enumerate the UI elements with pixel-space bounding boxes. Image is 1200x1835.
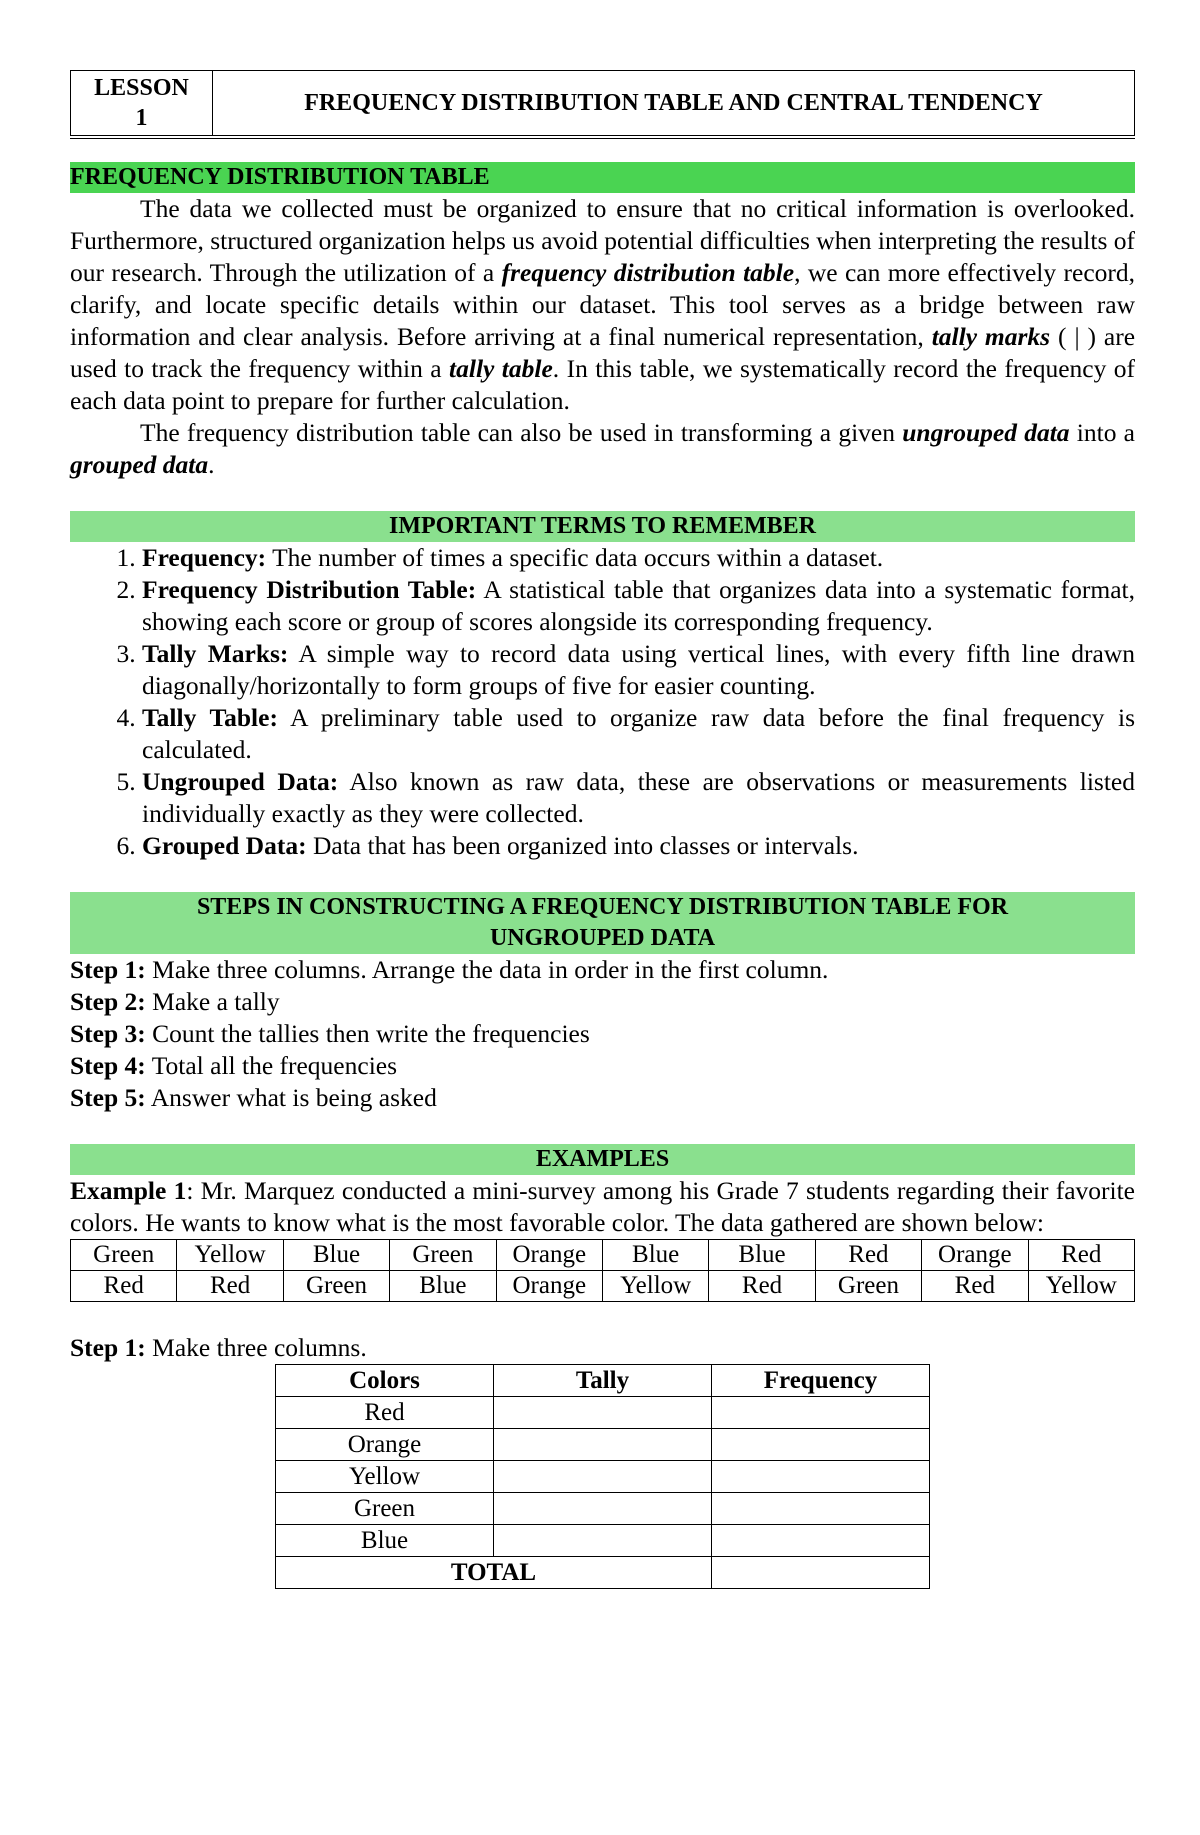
step-line (70, 1082, 1135, 1114)
transform-text-a: The frequency distribution table can also be used in transforming a given (140, 418, 903, 447)
raw-data-cell: Blue (390, 1271, 496, 1302)
intro-term-tally-table: tally table (449, 354, 553, 383)
intro-text-g: . In this table, we systematically record the frequency of each data point to prepare for further calculation. (70, 354, 1135, 415)
transform-text-c: into a (1069, 418, 1135, 447)
section-heading-terms: IMPORTANT TERMS TO REMEMBER (70, 511, 1135, 542)
lesson-number-cell (71, 71, 213, 135)
worksheet-page (70, 70, 1135, 1589)
step-text: Make three columns. Arrange the data in order in the first column. (145, 955, 829, 984)
color-cell: Yellow (276, 1461, 494, 1493)
frequency-cell (712, 1461, 930, 1493)
tally-cell (494, 1493, 712, 1525)
intro-text-c: , we can more effectively record, clarify, and locate specific details within our dataset. This tool serves as a bridge between raw information and clear analysis. Before arriving at a final numerical representation, (70, 258, 1135, 351)
term-label: Tally Table: (142, 703, 278, 732)
table-row (276, 1429, 930, 1461)
term-definition: The number of times a specific data occurs within a dataset. (266, 543, 884, 572)
tally-cell (494, 1429, 712, 1461)
raw-data-cell: Orange (496, 1271, 602, 1302)
tally-body (276, 1397, 930, 1557)
list-item (142, 574, 1135, 638)
raw-data-cell: Yellow (1028, 1271, 1134, 1302)
step-line (70, 954, 1135, 986)
intro-term-fdt: frequency distribution table (501, 258, 795, 287)
term-label: Ungrouped Data: (142, 767, 339, 796)
raw-data-cell: Green (815, 1271, 921, 1302)
table-row (71, 1271, 1135, 1302)
tally-table (275, 1364, 930, 1589)
transform-term-grouped: grouped data (70, 450, 209, 479)
step-text: Make a tally (145, 987, 280, 1016)
raw-data-cell: Green (71, 1240, 177, 1271)
term-definition: A simple way to record data using vertical lines, with every fifth line drawn diagonally/horizontally to form groups of five for easier counting. (142, 639, 1135, 700)
table-row (276, 1493, 930, 1525)
raw-data-cell: Blue (283, 1240, 389, 1271)
term-definition: A statistical table that organizes data into a systematic format, showing each score or group of scores alongside its corresponding frequency. (142, 575, 1135, 636)
intro-text-e: ( | ) are used to track the frequency within a (70, 322, 1136, 383)
section-heading-steps (70, 892, 1135, 954)
section-heading-examples: EXAMPLES (70, 1144, 1135, 1175)
steps-heading-line-2: UNGROUPED DATA (489, 925, 716, 951)
example-step-1 (70, 1332, 1135, 1364)
raw-data-body (71, 1240, 1135, 1302)
list-item (142, 702, 1135, 766)
terms-list (70, 542, 1135, 862)
raw-data-cell: Yellow (177, 1240, 283, 1271)
table-row (276, 1461, 930, 1493)
raw-data-cell: Orange (496, 1240, 602, 1271)
example-1-text: : Mr. Marquez conducted a mini-survey among his Grade 7 students regarding their favorite colors. He wants to know what is the most favorable color. The data gathered are shown below: (70, 1176, 1136, 1237)
intro-term-tally-marks: tally marks (931, 322, 1051, 351)
raw-data-cell: Red (177, 1271, 283, 1302)
step-label: Step 1: (70, 955, 146, 984)
step-text: Total all the frequencies (145, 1051, 398, 1080)
term-label: Grouped Data: (142, 831, 307, 860)
table-row (276, 1525, 930, 1557)
frequency-cell (712, 1429, 930, 1461)
steps-heading-line-1: STEPS IN CONSTRUCTING A FREQUENCY DISTRIBUTION TABLE FOR (196, 894, 1009, 920)
lesson-label: LESSON (94, 75, 189, 101)
color-cell: Blue (276, 1525, 494, 1557)
lesson-header (70, 70, 1135, 136)
step-label: Step 3: (70, 1019, 146, 1048)
transform-text-e: . (208, 450, 215, 479)
raw-data-cell: Yellow (602, 1271, 708, 1302)
term-label: Frequency Distribution Table: (142, 575, 477, 604)
tally-header-row (276, 1365, 930, 1397)
term-definition: Also known as raw data, these are observations or measurements listed individually exactly as they were collected. (142, 767, 1135, 828)
raw-data-cell: Red (922, 1271, 1028, 1302)
term-label: Frequency: (142, 543, 267, 572)
raw-data-cell: Green (283, 1271, 389, 1302)
list-item (142, 830, 1135, 862)
term-definition: Data that has been organized into classes or intervals. (306, 831, 859, 860)
total-frequency-cell (712, 1557, 930, 1589)
step-line (70, 986, 1135, 1018)
raw-data-cell: Blue (602, 1240, 708, 1271)
column-header-tally: Tally (494, 1365, 712, 1397)
column-header-colors: Colors (276, 1365, 494, 1397)
raw-data-cell: Red (709, 1271, 815, 1302)
table-row (276, 1397, 930, 1429)
raw-data-cell: Green (390, 1240, 496, 1271)
raw-data-cell: Blue (709, 1240, 815, 1271)
step-label: Step 5: (70, 1083, 146, 1112)
raw-data-cell: Red (71, 1271, 177, 1302)
example-1-label: Example 1 (70, 1176, 187, 1205)
frequency-cell (712, 1493, 930, 1525)
tally-cell (494, 1525, 712, 1557)
step-text: Answer what is being asked (145, 1083, 437, 1112)
step-label: Step 1: (70, 1333, 146, 1362)
transform-paragraph (70, 417, 1135, 481)
total-row (276, 1557, 930, 1589)
list-item (142, 542, 1135, 574)
color-cell: Green (276, 1493, 494, 1525)
raw-data-table (70, 1239, 1135, 1302)
column-header-frequency: Frequency (712, 1365, 930, 1397)
frequency-cell (712, 1397, 930, 1429)
example-1-paragraph (70, 1175, 1135, 1239)
color-cell: Red (276, 1397, 494, 1429)
intro-paragraph (70, 193, 1135, 417)
intro-text-a: The data we collected must be organized to ensure that no critical information is overlooked. Furthermore, structured organization helps us avoid potential difficulties when interpreting the results of our research. Through the utilization of a (70, 194, 1135, 287)
step-text: Count the tallies then write the frequencies (145, 1019, 590, 1048)
step-line (70, 1050, 1135, 1082)
lesson-title: FREQUENCY DISTRIBUTION TABLE AND CENTRAL TENDENCY (304, 90, 1043, 116)
raw-data-cell: Red (815, 1240, 921, 1271)
tally-cell (494, 1397, 712, 1429)
total-label: TOTAL (276, 1557, 712, 1589)
frequency-cell (712, 1525, 930, 1557)
raw-data-cell: Orange (922, 1240, 1028, 1271)
list-item (142, 766, 1135, 830)
step-line (70, 1018, 1135, 1050)
transform-term-ungrouped: ungrouped data (902, 418, 1070, 447)
lesson-number: 1 (135, 105, 148, 131)
step-text: Make three columns. (145, 1333, 367, 1362)
raw-data-cell: Red (1028, 1240, 1134, 1271)
section-heading-frequency-table: FREQUENCY DISTRIBUTION TABLE (70, 162, 1135, 193)
list-item (142, 638, 1135, 702)
tally-cell (494, 1461, 712, 1493)
table-row (71, 1240, 1135, 1271)
term-label: Tally Marks: (142, 639, 289, 668)
color-cell: Orange (276, 1429, 494, 1461)
term-definition: A preliminary table used to organize raw data before the final frequency is calculated. (142, 703, 1136, 764)
step-label: Step 4: (70, 1051, 146, 1080)
step-label: Step 2: (70, 987, 146, 1016)
